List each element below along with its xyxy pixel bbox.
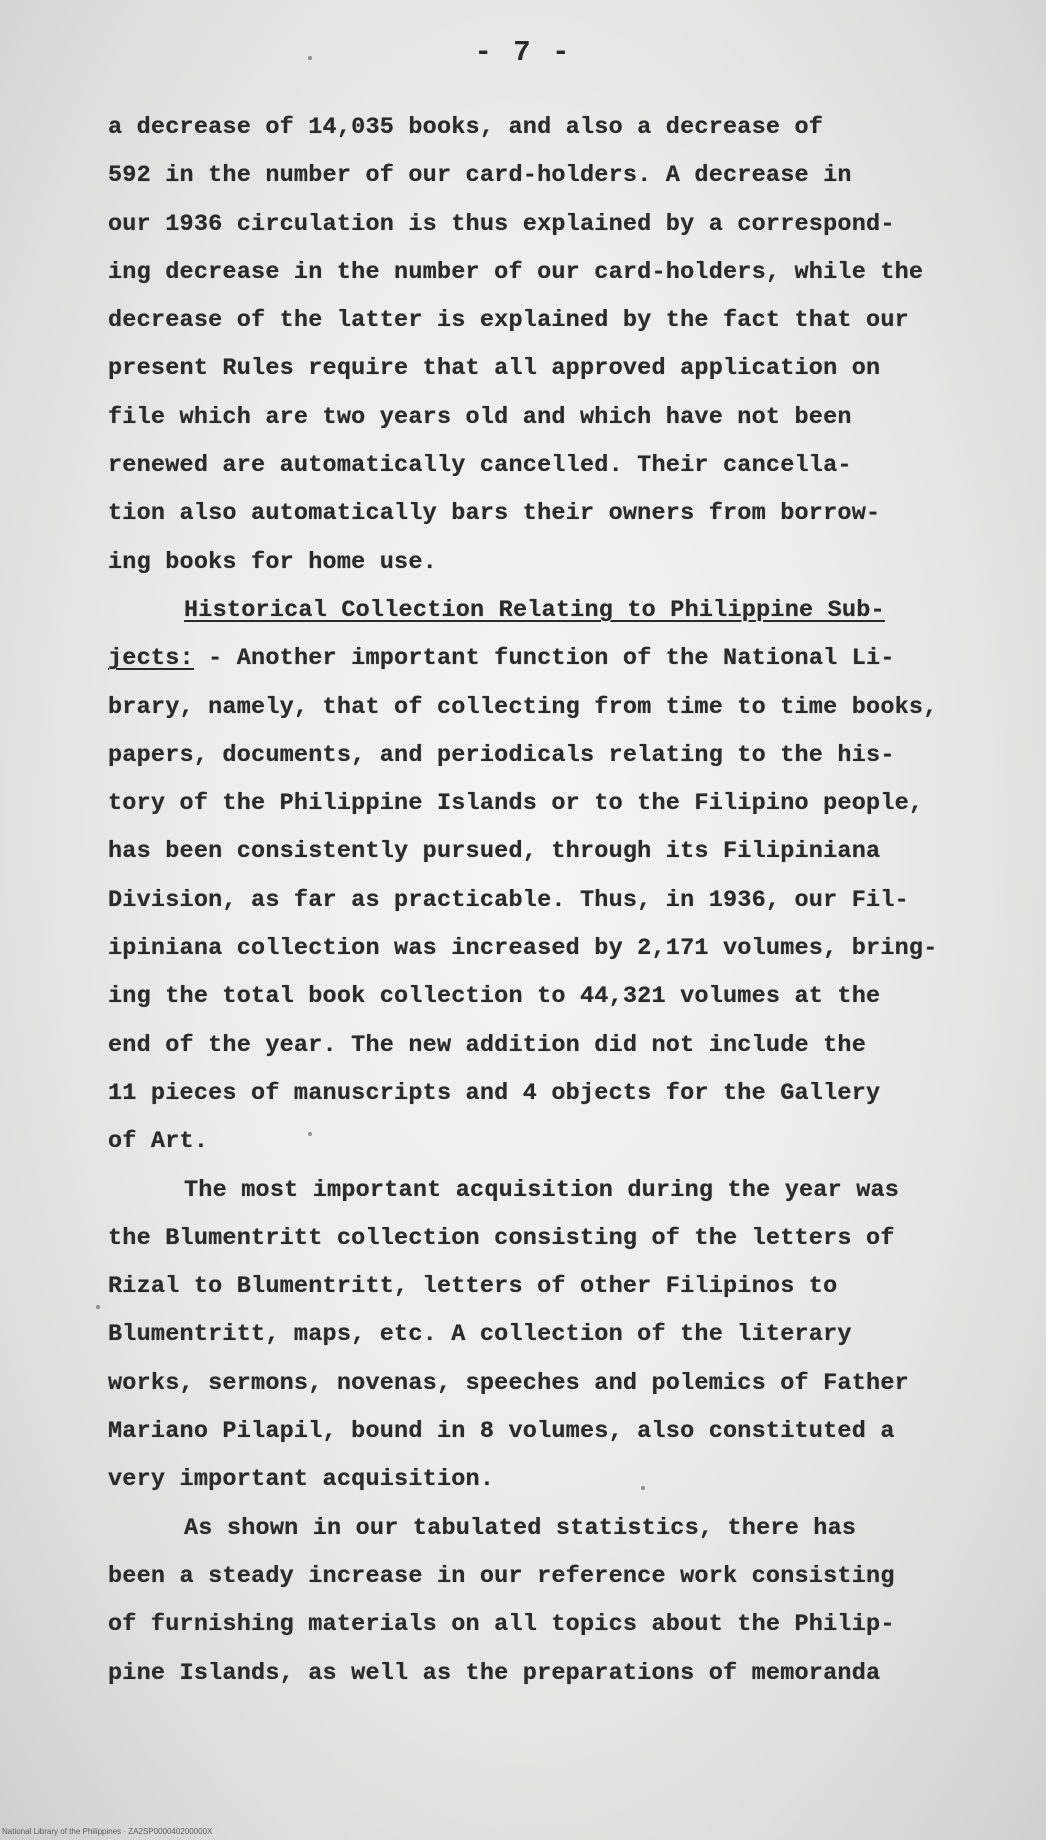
text-line: pine Islands, as well as the preparations of memoranda (108, 1659, 881, 1687)
section-heading: Historical Collection Relating to Philippine Sub- (184, 596, 885, 624)
text-line: our 1936 circulation is thus explained by a correspond- (108, 210, 895, 238)
text-line: a decrease of 14,035 books, and also a decrease of (108, 114, 824, 141)
scan-speck (96, 1305, 100, 1309)
text-line: has been consistently pursued, through its Filipiniana (108, 838, 881, 866)
text-line: present Rules require that all approved application on (108, 355, 881, 383)
text-line: renewed are automatically cancelled. Their cancella- (108, 452, 852, 480)
text-line: end of the year. The new addition did not include the (108, 1031, 867, 1059)
paragraph-2-opening: - Another important function of the National Li- (193, 645, 895, 673)
text-line: very important acquisition. (108, 1466, 495, 1494)
text-line: works, sermons, novenas, speeches and polemics of Father (108, 1369, 909, 1397)
section-heading-line (108, 587, 988, 635)
body-text (108, 104, 988, 1698)
text-line: brary, namely, that of collecting from time to time books, (108, 693, 938, 721)
text-line: ing decrease in the number of our card-holders, while the (108, 258, 924, 286)
section-heading-continued: jects: (108, 645, 194, 673)
footer-credit: National Library of the Philippines · ZA2SP000040200000X (2, 1827, 213, 1836)
text-line: of Art. (108, 1128, 209, 1156)
text-line (108, 635, 988, 683)
text-line: file which are two years old and which have not been (108, 403, 852, 431)
text-line: been a steady increase in our reference work consisting (108, 1562, 895, 1590)
text-line: ing the total book collection to 44,321 volumes at the (108, 983, 881, 1011)
text-line: As shown in our tabulated statistics, there has (184, 1514, 857, 1542)
text-line: the Blumentritt collection consisting of the letters of (108, 1224, 895, 1252)
scan-speck (308, 56, 312, 60)
text-line: decrease of the latter is explained by the fact that our (108, 307, 909, 335)
text-line: Blumentritt, maps, etc. A collection of the literary (108, 1321, 852, 1349)
text-line: Division, as far as practicable. Thus, in 1936, our Fil- (108, 886, 909, 914)
text-line: 11 pieces of manuscripts and 4 objects for the Gallery (108, 1079, 881, 1107)
text-line: ipiniana collection was increased by 2,171 volumes, bring- (108, 935, 938, 963)
scan-speck (308, 1132, 312, 1136)
scan-speck (641, 1486, 645, 1490)
text-line: papers, documents, and periodicals relating to the his- (108, 741, 895, 769)
text-line: Mariano Pilapil, bound in 8 volumes, also constituted a (108, 1418, 895, 1446)
page-number: - 7 - (474, 36, 572, 69)
text-line: 592 in the number of our card-holders. A decrease in (108, 162, 852, 190)
text-line: ing books for home use. (108, 548, 437, 576)
text-line: of furnishing materials on all topics about the Philip- (108, 1611, 895, 1639)
text-line: tory of the Philippine Islands or to the Filipino people, (108, 790, 924, 818)
text-line: Rizal to Blumentritt, letters of other Filipinos to (108, 1273, 838, 1301)
text-line: tion also automatically bars their owners from borrow- (108, 500, 881, 528)
text-line: The most important acquisition during the year was (184, 1176, 900, 1204)
